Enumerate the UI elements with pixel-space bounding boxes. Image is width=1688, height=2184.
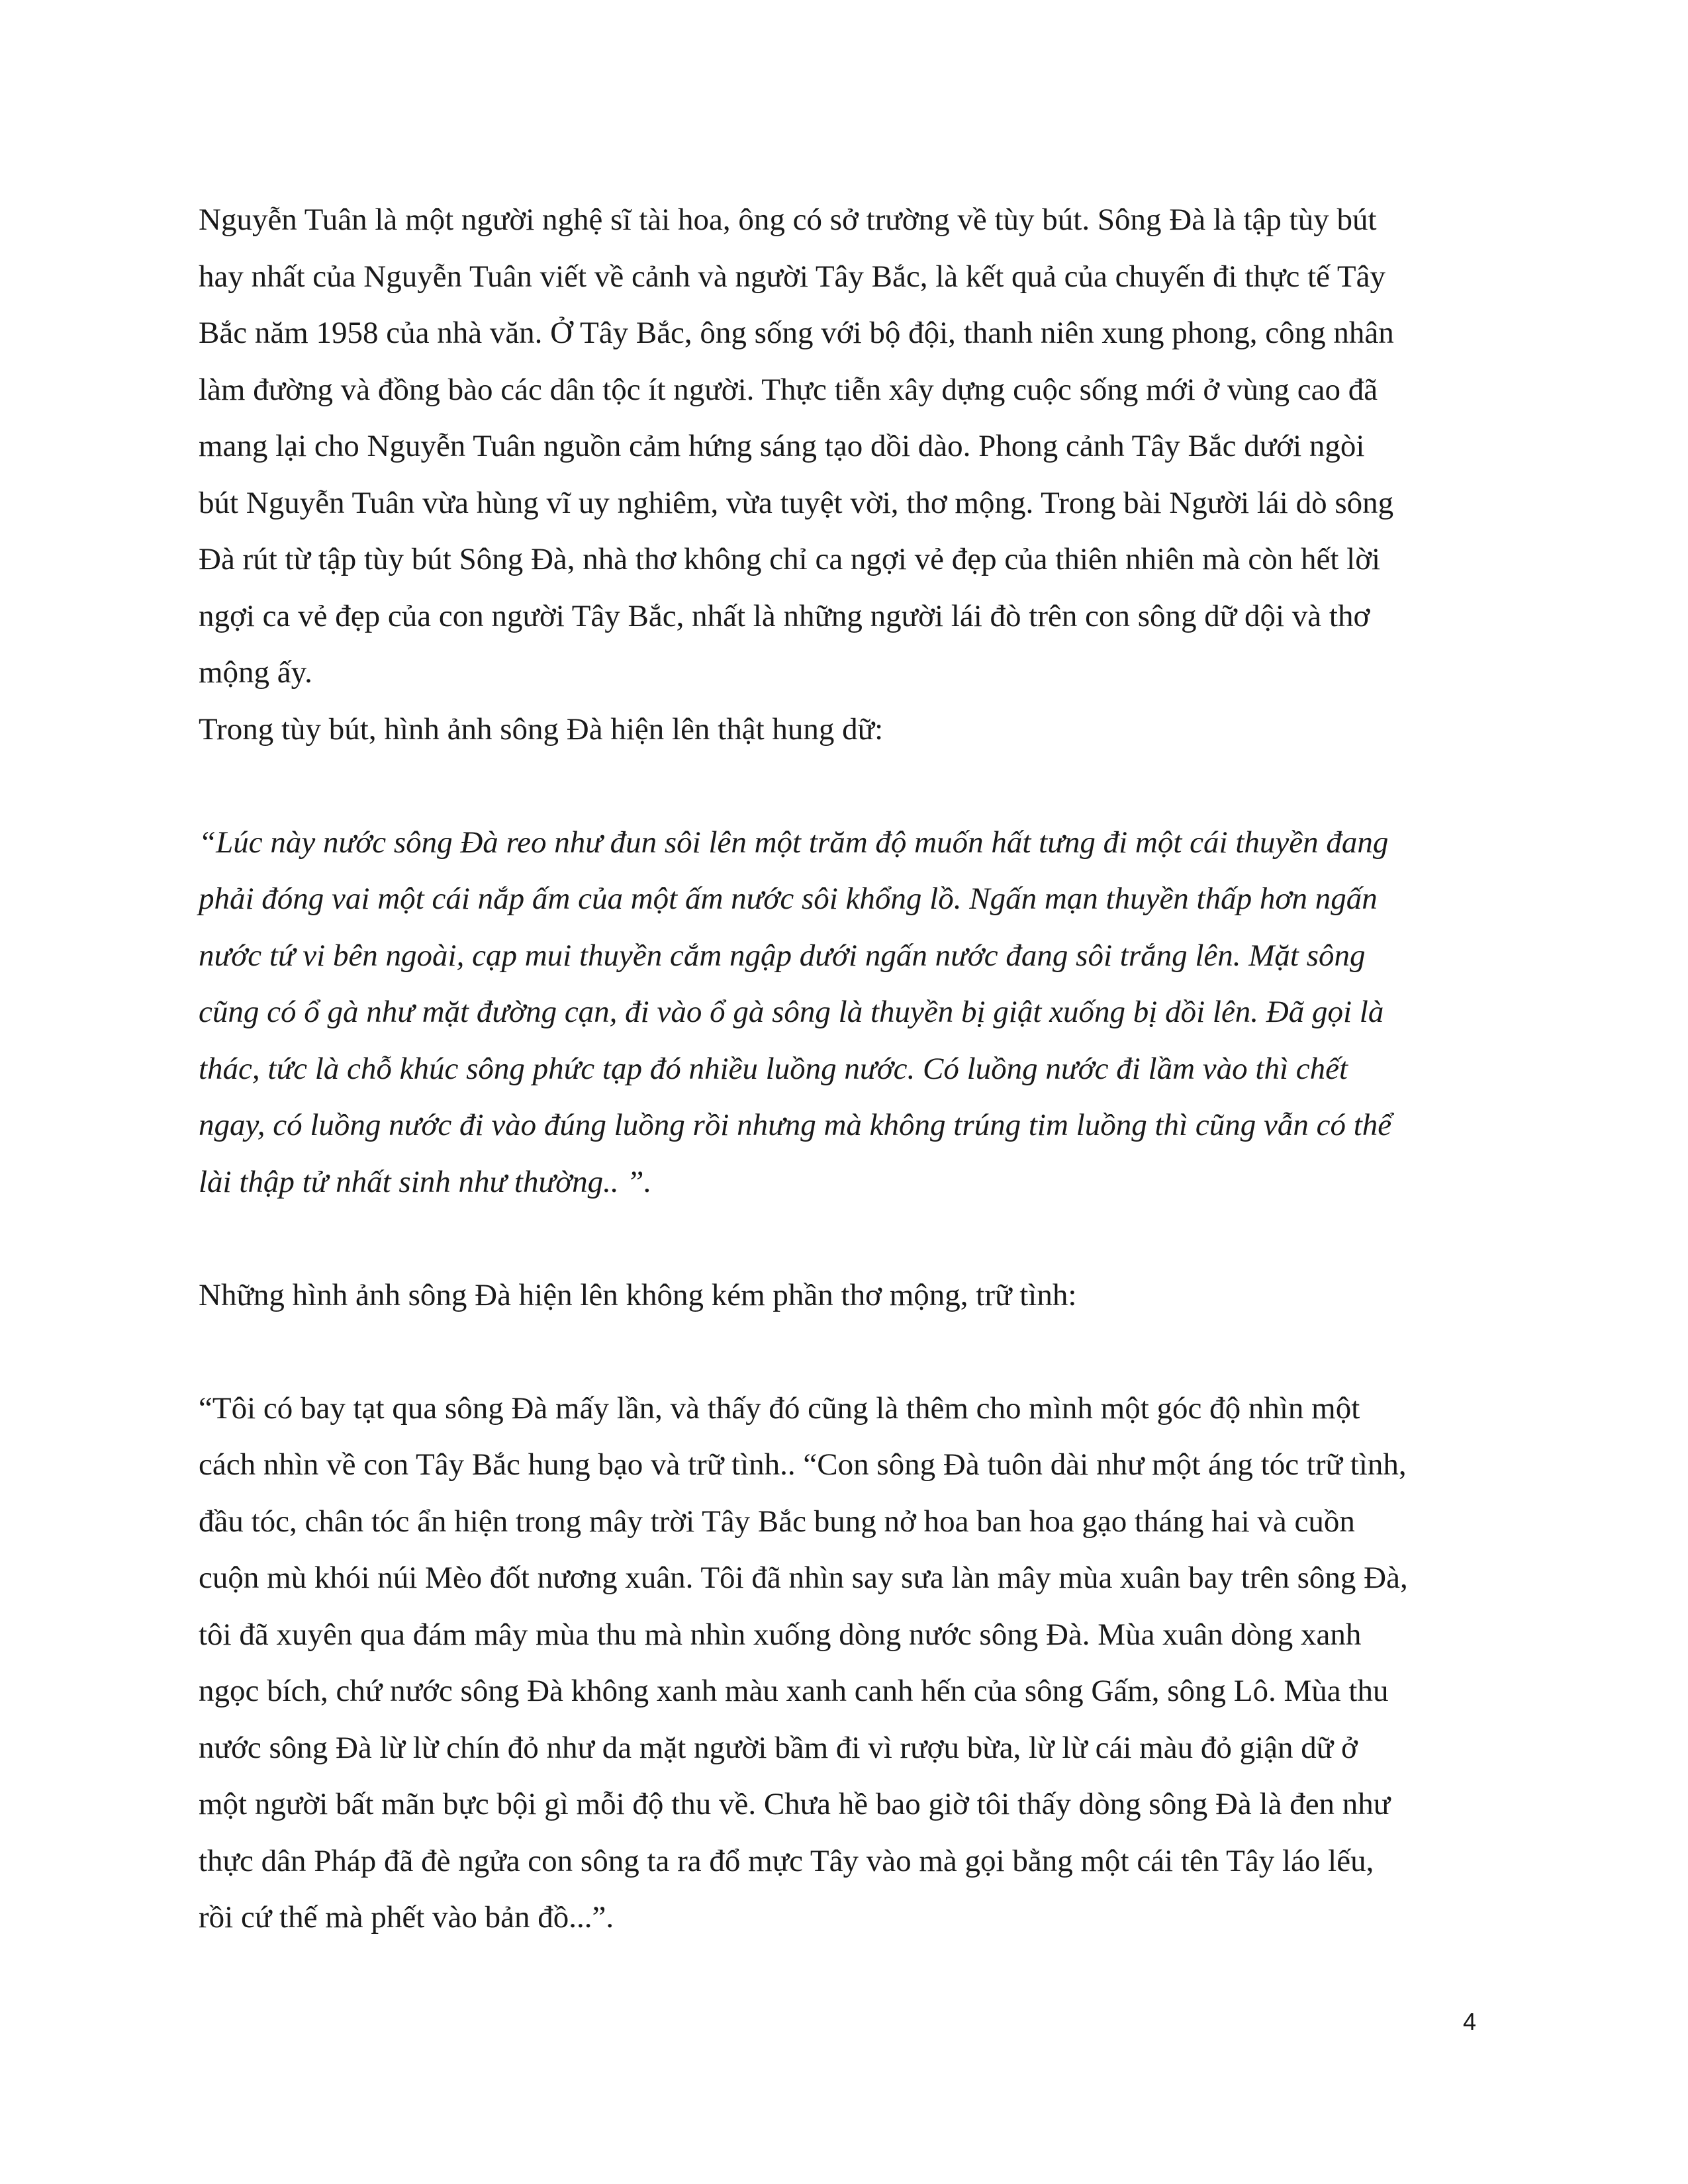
text-line: thực dân Pháp đã đè ngửa con sông ta ra đổ mực Tây vào mà gọi bằng một cái tên Tây láo lếu,: [199, 1843, 1374, 1878]
text-line: nước sông Đà lừ lừ chín đỏ như da mặt người bầm đi vì rượu bừa, lừ lừ cái màu đỏ giận dữ ở: [199, 1730, 1358, 1765]
text-line: hay nhất của Nguyễn Tuân viết về cảnh và người Tây Bắc, là kết quả của chuyến đi thực tế Tây: [199, 259, 1385, 294]
text-line: cuộn mù khói núi Mèo đốt nương xuân. Tôi đã nhìn say sưa làn mây mùa xuân bay trên sông Đà,: [199, 1561, 1408, 1595]
page-number: 4: [1463, 2008, 1477, 2035]
text-line: cách nhìn về con Tây Bắc hung bạo và trữ tình.. “Con sông Đà tuôn dài như một áng tóc trữ tình,: [199, 1447, 1407, 1482]
text-line: đầu tóc, chân tóc ẩn hiện trong mây trời Tây Bắc bung nở hoa ban hoa gạo tháng hai và cuồn: [199, 1504, 1355, 1539]
text-line: Đà rút từ tập tùy bút Sông Đà, nhà thơ không chỉ ca ngợi vẻ đẹp của thiên nhiên mà còn hết lời: [199, 542, 1381, 576]
text-line: lài thập tử nhất sinh như thường.. ”.: [199, 1164, 652, 1199]
text-line: ngay, có luồng nước đi vào đúng luồng rồi nhưng mà không trúng tim luồng thì cũng vẫn có thể: [199, 1108, 1392, 1142]
text-line: thác, tức là chỗ khúc sông phức tạp đó nhiều luồng nước. Có luồng nước đi lầm vào thì chết: [199, 1051, 1348, 1086]
text-line: ngọc bích, chứ nước sông Đà không xanh màu xanh canh hến của sông Gấm, sông Lô. Mùa thu: [199, 1674, 1389, 1708]
lead-in-paragraph-2: [199, 1267, 1496, 1324]
text-line: nước tứ vi bên ngoài, cạp mui thuyền cắm ngập dưới ngấn nước đang sôi trắng lên. Mặt sông: [199, 938, 1366, 973]
text-line: một người bất mãn bực bội gì mỗi độ thu về. Chưa hề bao giờ tôi thấy dòng sông Đà là đen như: [199, 1787, 1391, 1821]
text-line: tôi đã xuyên qua đám mây mùa thu mà nhìn xuống dòng nước sông Đà. Mùa xuân dòng xanh: [199, 1617, 1362, 1652]
document-page: [199, 192, 1496, 1946]
text-line: ngợi ca vẻ đẹp của con người Tây Bắc, nhất là những người lái đò trên con sông dữ dội và thơ: [199, 598, 1370, 633]
text-line: Bắc năm 1958 của nhà văn. Ở Tây Bắc, ông sống với bộ đội, thanh niên xung phong, công nhân: [199, 316, 1394, 350]
text-line: “Lúc này nước sông Đà reo như đun sôi lên một trăm độ muốn hất tưng đi một cái thuyền đang: [199, 825, 1389, 860]
text-line: “Tôi có bay tạt qua sông Đà mấy lần, và thấy đó cũng là thêm cho mình một góc độ nhìn một: [199, 1390, 1360, 1426]
text-line: mộng ấy.: [199, 655, 312, 690]
lead-in-paragraph-1: [199, 702, 1496, 758]
quote-paragraph-1: [199, 815, 1496, 1211]
text-line: bút Nguyễn Tuân vừa hùng vĩ uy nghiêm, vừa tuyệt vời, thơ mộng. Trong bài Người lái dò sông: [199, 485, 1394, 520]
quote-paragraph-2: [199, 1381, 1496, 1946]
text-line: Nguyễn Tuân là một người nghệ sĩ tài hoa, ông có sở trường về tùy bút. Sông Đà là tập tùy bút: [199, 203, 1377, 237]
text-line: cũng có ổ gà như mặt đường cạn, đi vào ổ gà sông là thuyền bị giật xuống bị dồi lên. Đã gọi là: [199, 995, 1384, 1029]
paragraph-spacer: [199, 758, 1496, 815]
text-line: Những hình ảnh sông Đà hiện lên không kém phần thơ mộng, trữ tình:: [199, 1277, 1077, 1312]
text-line: phải đóng vai một cái nắp ấm của một ấm nước sôi khổng lồ. Ngấn mạn thuyền thấp hơn ngấn: [199, 882, 1378, 916]
text-line: Trong tùy bút, hình ảnh sông Đà hiện lên thật hung dữ:: [199, 711, 884, 747]
intro-paragraph: [199, 192, 1496, 702]
text-line: làm đường và đồng bào các dân tộc ít người. Thực tiễn xây dựng cuộc sống mới ở vùng cao đã: [199, 372, 1378, 407]
paragraph-spacer: [199, 1324, 1496, 1381]
paragraph-spacer: [199, 1210, 1496, 1267]
text-line: rồi cứ thế mà phết vào bản đồ...”.: [199, 1900, 614, 1934]
text-line: mang lại cho Nguyễn Tuân nguồn cảm hứng sáng tạo dồi dào. Phong cảnh Tây Bắc dưới ngòi: [199, 429, 1365, 463]
